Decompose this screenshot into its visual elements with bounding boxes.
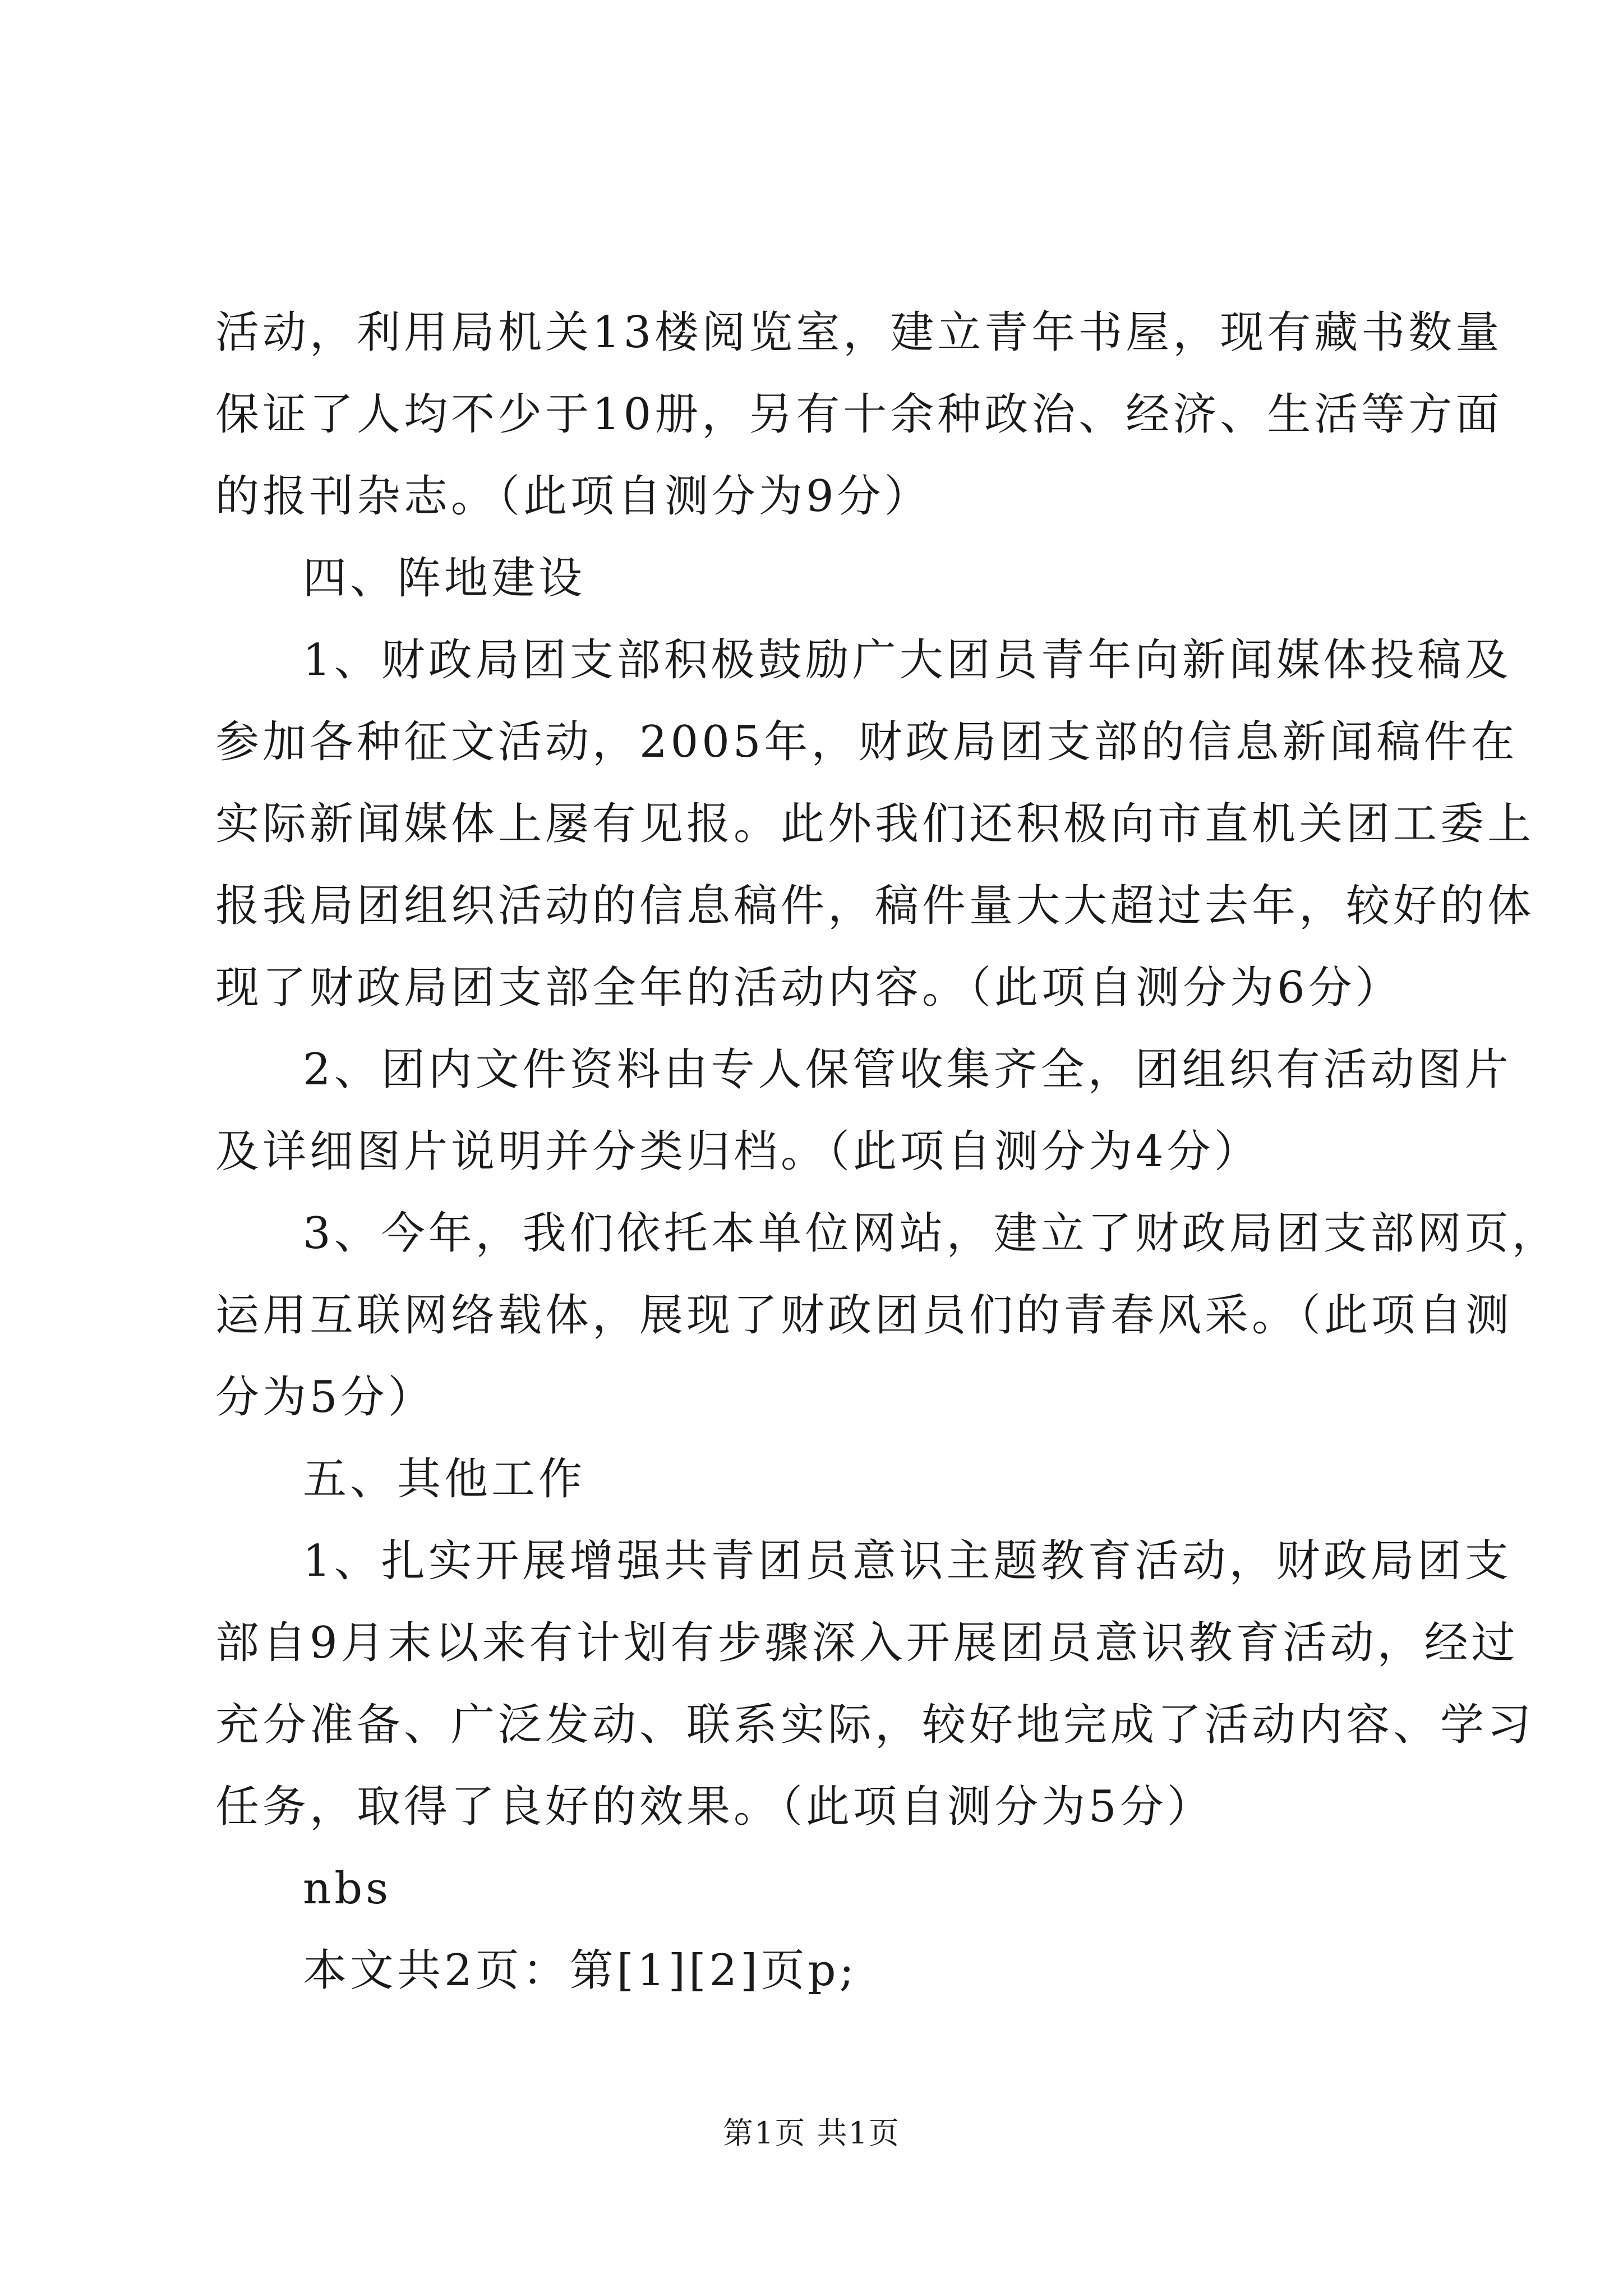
body-line: 现了财政局团支部全年的活动内容。（此项自测分为6分） <box>215 963 1403 1013</box>
page-footer: 第1页 共1页 <box>723 2115 900 2151</box>
body-line: 1、财政局团支部积极鼓励广大团员青年向新闻媒体投稿及 <box>303 635 1512 685</box>
body-line: 分为5分） <box>215 1372 435 1423</box>
body-line: 参加各种征文活动，2005年，财政局团支部的信息新闻稿件在 <box>215 717 1518 767</box>
section-heading: 四、阵地建设 <box>303 553 586 604</box>
body-line: 保证了人均不少于10册，另有十余种政治、经济、生活等方面 <box>215 389 1503 440</box>
body-line: 报我局团组织活动的信息稿件，稿件量大大超过去年，较好的体 <box>215 881 1535 931</box>
body-line: 运用互联网络载体，展现了财政团员们的青春风采。（此项自测 <box>215 1290 1513 1341</box>
body-line: 3、今年，我们依托本单位网站，建立了财政局团支部网页， <box>303 1208 1559 1259</box>
body-line: 1、扎实开展增强共青团员意识主题教育活动，财政局团支 <box>303 1536 1512 1586</box>
body-line: 的报刊杂志。（此项自测分为9分） <box>215 471 932 522</box>
body-line: 及详细图片说明并分类归档。（此项自测分为4分） <box>215 1126 1261 1177</box>
document-body <box>215 292 1559 2012</box>
body-line: 任务，取得了良好的效果。（此项自测分为5分） <box>215 1782 1214 1832</box>
body-line: 活动，利用局机关13楼阅览室，建立青年书屋，现有藏书数量 <box>215 307 1503 358</box>
section-heading: 五、其他工作 <box>303 1454 586 1504</box>
body-line: 部自9月末以来有计划有步骤深入开展团员意识教育活动，经过 <box>215 1618 1519 1668</box>
body-line: 2、团内文件资料由专人保管收集齐全，团组织有活动图片 <box>303 1045 1512 1095</box>
body-line: 实际新闻媒体上屡有见报。此外我们还积极向市直机关团工委上 <box>215 799 1535 849</box>
body-line: nbs <box>303 1864 392 1914</box>
page-count-line: 本文共2页：第[1][2]页p; <box>303 1945 857 1996</box>
body-line: 充分准备、广泛发动、联系实际，较好地完成了活动内容、学习 <box>215 1700 1535 1750</box>
